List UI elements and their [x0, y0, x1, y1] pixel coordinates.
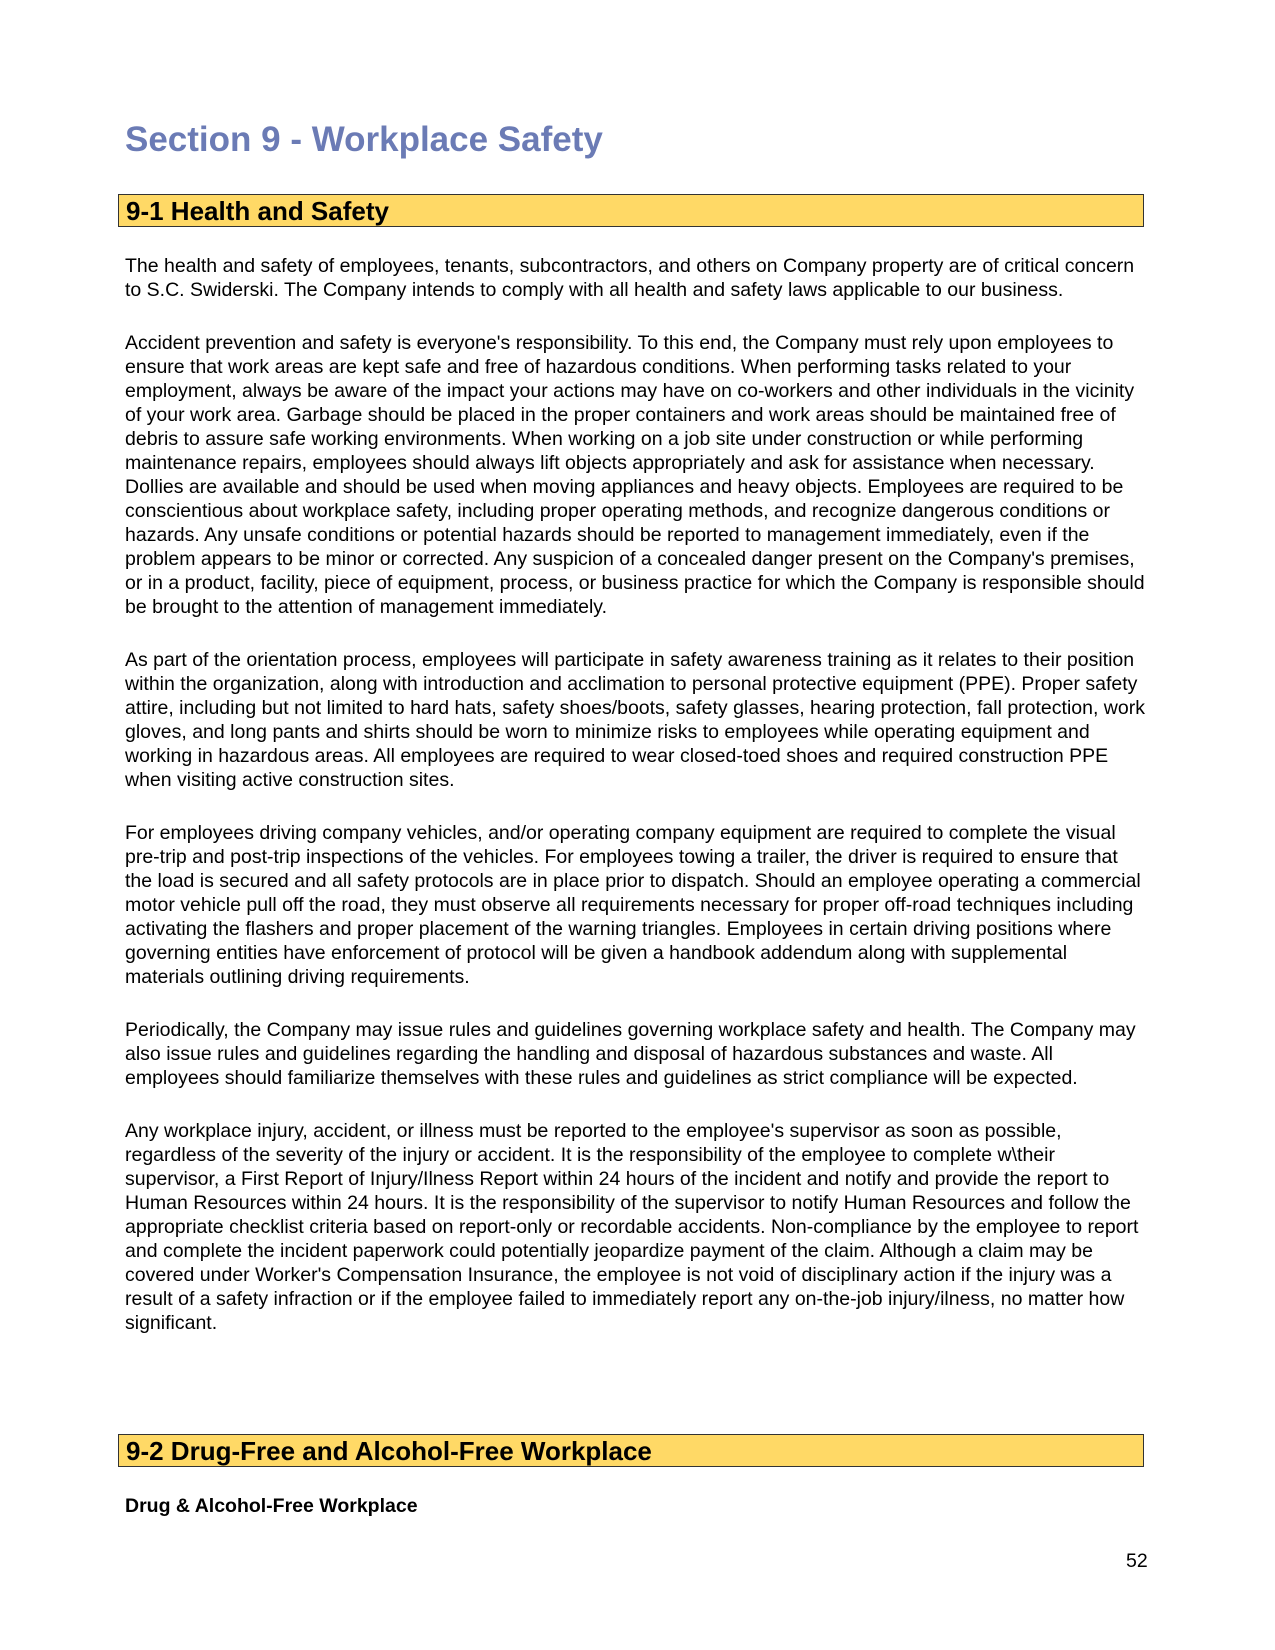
page-number: 52 [1126, 1550, 1148, 1572]
paragraph-injury-reporting: Any workplace injury, accident, or illness must be reported to the employee's supervisor as soon as possible, regardless of the severity of the injury or accident. It is the responsibility of the employee to complete w\their supervisor, a First Report of Injury/Ilness Report within 24 hours of the incident and notify and provide the report to Human Resources within 24 hours. It is the responsibility of the supervisor to notify Human Resources and follow the appropriate checklist criteria based on report-only or recordable accidents. Non-compliance by the employee to report and complete the incident paperwork could potentially jeopardize payment of the claim. Although a claim may be covered under Worker's Compensation Insurance, the employee is not void of disciplinary action if the injury was a result of a safety infraction or if the employee failed to immediately report any on-the-job injury/ilness, no matter how significant. [125, 1120, 1139, 1334]
section-body-health-and-safety [125, 254, 1150, 1364]
paragraph-health-safety-intro: The health and safety of employees, tenants, subcontractors, and others on Company property are of critical concern to S.C. Swiderski. The Company intends to comply with all health and safety laws applicable to our business. [125, 255, 1135, 301]
section-heading-drug-alcohol-free: 9-2 Drug-Free and Alcohol-Free Workplace [118, 1434, 1144, 1467]
page-title: Section 9 - Workplace Safety [125, 120, 603, 159]
paragraph-rules-guidelines: Periodically, the Company may issue rules and guidelines governing workplace safety and health. The Company may also issue rules and guidelines regarding the handling and disposal of hazardous substances and waste. All employees should familiarize themselves with these rules and guidelines as strict compliance will be expected. [125, 1019, 1136, 1089]
paragraph-accident-prevention: Accident prevention and safety is everyone's responsibility. To this end, the Company must rely upon employees to ensure that work areas are kept safe and free of hazardous conditions. When performing tasks related to your employment, always be aware of the impact your actions may have on co-workers and other individuals in the vicinity of your work area. Garbage should be placed in the proper containers and work areas should be maintained free of debris to assure safe working environments. When working on a job site under construction or while performing maintenance repairs, employees should always lift objects appropriately and ask for assistance when necessary. Dollies are available and should be used when moving appliances and heavy objects. Employees are required to be conscientious about workplace safety, including proper operating methods, and recognize dangerous conditions or hazards. Any unsafe conditions or potential hazards should be reported to management immediately, even if the problem appears to be minor or corrected. Any suspicion of a concealed danger present on the Company's premises, or in a product, facility, piece of equipment, process, or business practice for which the Company is responsible should be brought to the attention of management immediately. [125, 332, 1145, 618]
paragraph-orientation-ppe: As part of the orientation process, employees will participate in safety awareness training as it relates to their position within the organization, along with introduction and acclimation to personal protective equipment (PPE). Proper safety attire, including but not limited to hard hats, safety shoes/boots, safety glasses, hearing protection, fall protection, work gloves, and long pants and shirts should be worn to minimize risks to employees while operating equipment and working in hazardous areas. All employees are required to wear closed-toed shoes and required construction PPE when visiting active construction sites. [125, 649, 1145, 791]
paragraph-company-vehicles: For employees driving company vehicles, and/or operating company equipment are required to complete the visual pre-trip and post-trip inspections of the vehicles. For employees towing a trailer, the driver is required to ensure that the load is secured and all safety protocols are in place prior to dispatch. Should an employee operating a commercial motor vehicle pull off the road, they must observe all requirements necessary for proper off-road techniques including activating the flashers and proper placement of the warning triangles. Employees in certain driving positions where governing entities have enforcement of protocol will be given a handbook addendum along with supplemental materials outlining driving requirements. [125, 822, 1141, 988]
subheading-drug-alcohol-free: Drug & Alcohol-Free Workplace [125, 1495, 418, 1517]
section-heading-health-and-safety: 9-1 Health and Safety [118, 194, 1144, 227]
